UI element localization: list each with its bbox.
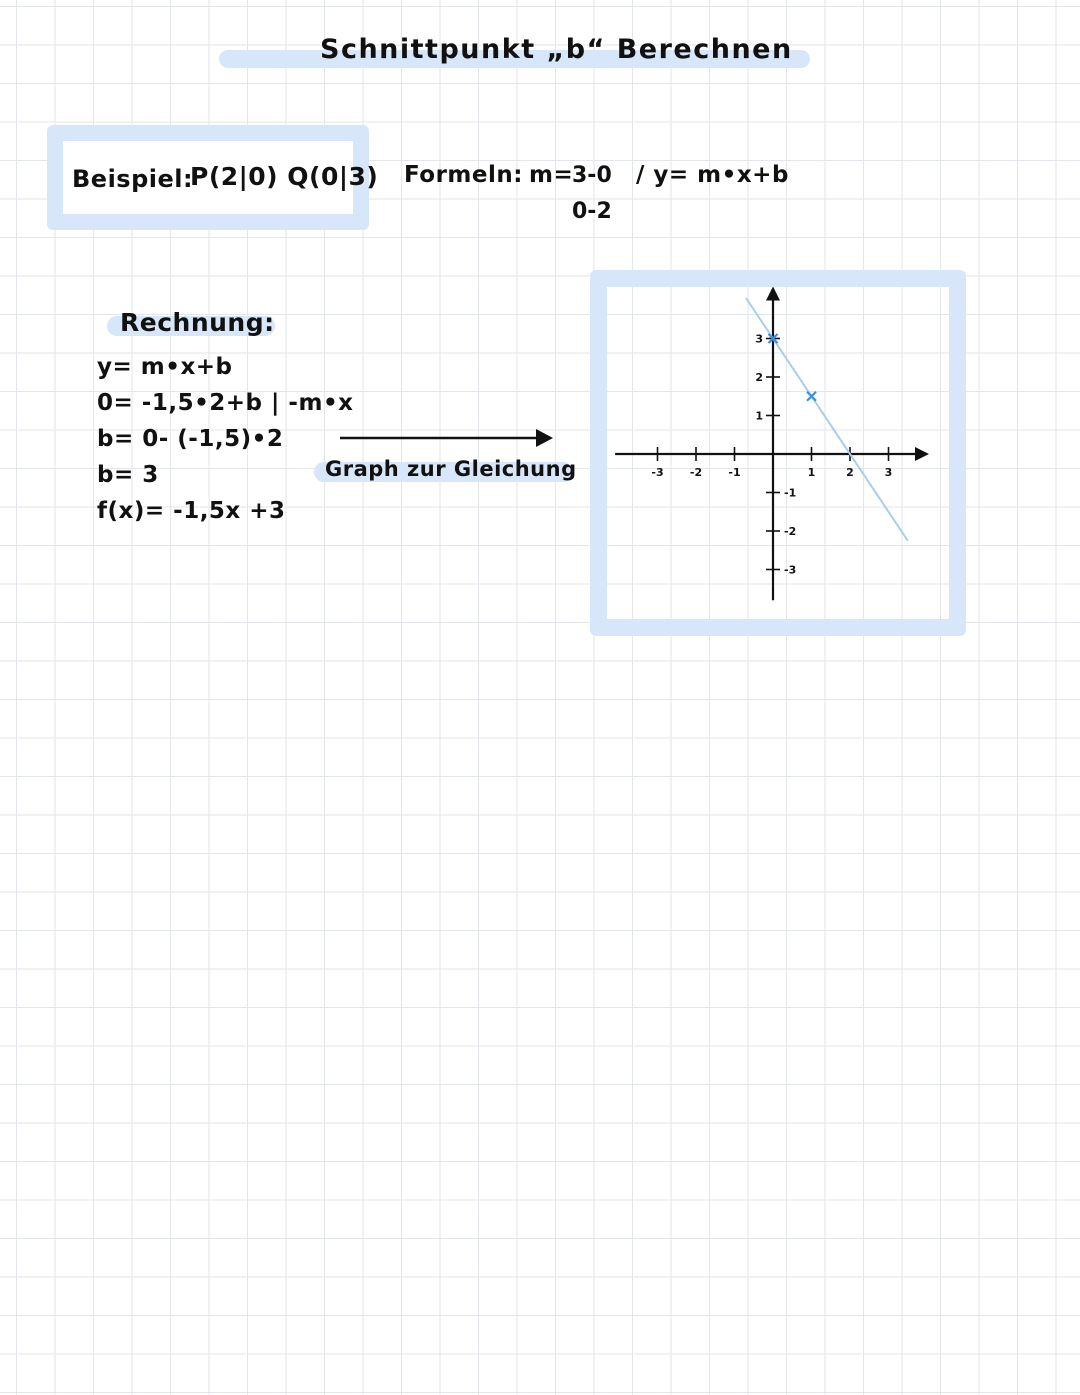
- example-points: P(2|0) Q(0|3): [190, 162, 379, 191]
- point-marker: [807, 392, 816, 401]
- calc-heading: Rechnung:: [120, 308, 275, 337]
- x-tick-label: 2: [846, 466, 854, 479]
- y-tick-label: -3: [784, 563, 797, 577]
- slope-denominator: 0-2: [572, 199, 612, 224]
- formulas-label: Formeln:: [404, 162, 523, 188]
- arrow-right-icon: [340, 426, 556, 450]
- calc-line: 0= -1,5•2+b | -m•x: [97, 390, 354, 416]
- y-tick-label: -2: [784, 525, 797, 538]
- y-axis-arrow-icon: [766, 287, 780, 300]
- calc-line: b= 3: [97, 462, 159, 488]
- y-tick-label: 3: [755, 332, 763, 346]
- slope-lhs: m=: [529, 162, 574, 188]
- linear-formula: / y= m•x+b: [636, 162, 789, 188]
- arrow-label: Graph zur Gleichung: [325, 457, 577, 481]
- x-tick-label: -1: [728, 466, 741, 479]
- page-title: Schnittpunkt „b“ Berechnen: [320, 34, 793, 65]
- y-tick-label: 1: [755, 409, 763, 423]
- calc-line: b= 0- (-1,5)•2: [97, 426, 284, 452]
- calc-line: y= m•x+b: [97, 354, 233, 380]
- x-tick-label: 1: [807, 466, 816, 479]
- slope-numerator: 3-0: [572, 163, 612, 188]
- example-label: Beispiel:: [72, 165, 194, 193]
- y-tick-label: 2: [755, 371, 763, 384]
- coordinate-graph: [607, 287, 949, 619]
- x-tick-label: -2: [689, 466, 703, 479]
- x-tick-label: -3: [651, 466, 664, 479]
- y-tick-label: -1: [784, 486, 797, 500]
- x-axis-arrow-icon: [915, 447, 929, 461]
- x-tick-label: 3: [884, 466, 893, 479]
- calc-line: f(x)= -1,5x +3: [97, 498, 286, 524]
